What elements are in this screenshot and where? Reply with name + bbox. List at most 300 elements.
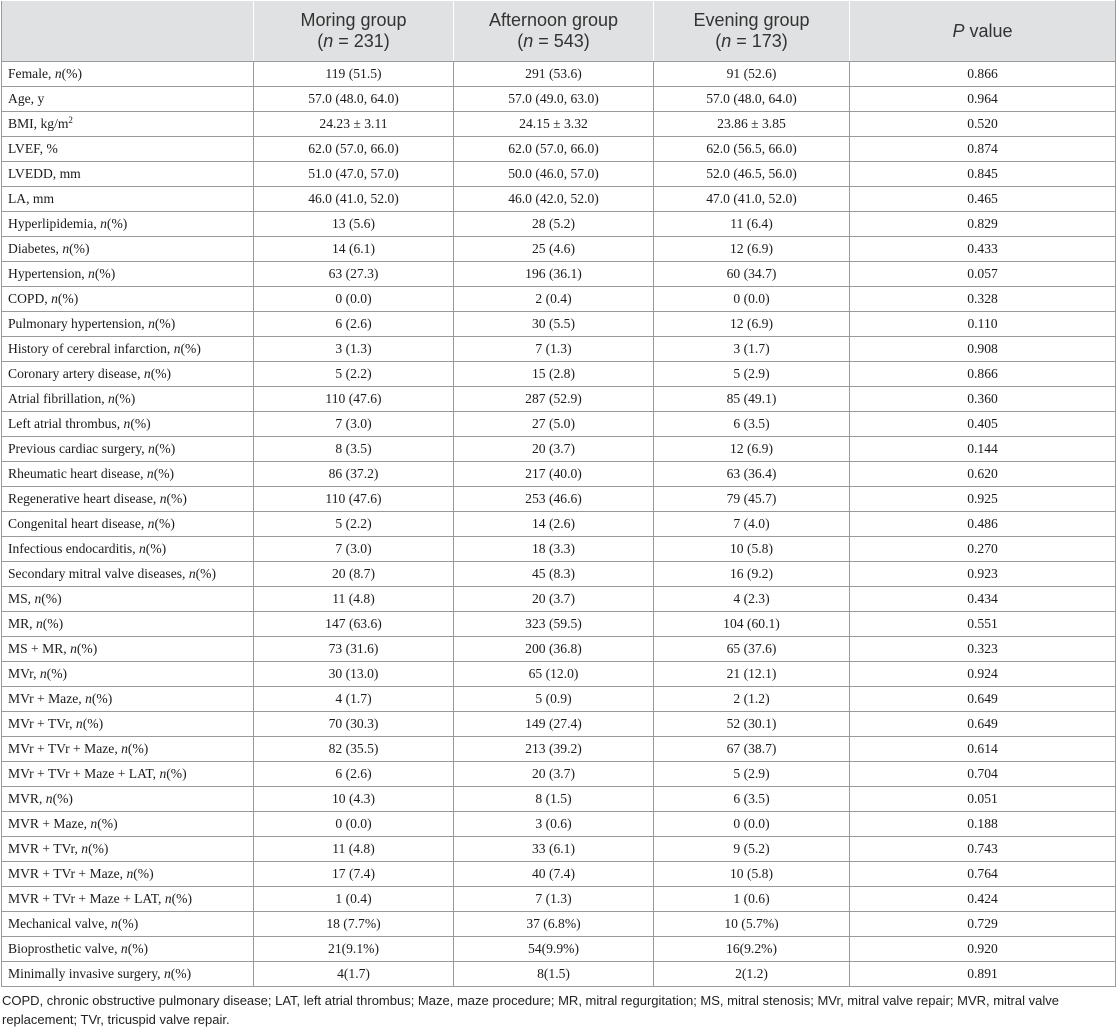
row-unit-rest: (%) [154,316,176,331]
row-label-text: MVR + TVr + Maze, [8,866,127,881]
row-label-text: Diabetes, [8,241,63,256]
cell-morning: 1 (0.4) [254,887,454,912]
row-label-text: Mechanical valve, [8,916,112,931]
table-row [2,387,1116,412]
row-label-text: Previous cardiac surgery, [8,441,149,456]
row-label [2,862,254,887]
row-label-text: Female, [8,66,55,81]
header-afternoon-n: (n = 543) [517,31,590,51]
cell-p-value: 0.764 [850,862,1116,887]
row-unit-rest: (%) [153,466,175,481]
cell-afternoon: 7 (1.3) [454,337,654,362]
row-label [2,287,254,312]
cell-evening: 2 (1.2) [654,687,850,712]
table-body [2,62,1116,987]
row-unit-italic: n [62,241,70,256]
cell-morning: 14 (6.1) [254,237,454,262]
row-label-text: MVR, [8,791,46,806]
row-unit-rest: (%) [195,566,217,581]
cell-afternoon: 287 (52.9) [454,387,654,412]
cell-morning: 70 (30.3) [254,712,454,737]
cell-evening: 11 (6.4) [654,212,850,237]
cell-afternoon: 40 (7.4) [454,862,654,887]
table-row [2,487,1116,512]
cell-afternoon: 323 (59.5) [454,612,654,637]
cell-evening: 9 (5.2) [654,837,850,862]
cell-afternoon: 27 (5.0) [454,412,654,437]
cell-afternoon: 54(9.9%) [454,937,654,962]
cell-evening: 16 (9.2) [654,562,850,587]
row-unit-rest: (%) [170,966,192,981]
cell-evening: 67 (38.7) [654,737,850,762]
cell-morning: 62.0 (57.0, 66.0) [254,137,454,162]
row-unit-rest: (%) [97,816,118,831]
row-label [2,787,254,812]
table-row [2,537,1116,562]
cell-afternoon: 65 (12.0) [454,662,654,687]
row-label-text: Hyperlipidemia, [8,216,101,231]
row-unit-italic: n [39,666,47,681]
cell-p-value: 0.845 [850,162,1116,187]
cell-evening: 47.0 (41.0, 52.0) [654,187,850,212]
row-unit-italic: n [81,841,89,856]
row-unit-italic: n [173,341,181,356]
row-unit-italic: n [85,691,92,706]
row-label [2,562,254,587]
row-label [2,712,254,737]
cell-afternoon: 213 (39.2) [454,737,654,762]
header-morning-title: Moring group [300,10,407,30]
row-unit-italic: n [75,716,83,731]
row-label [2,637,254,662]
cell-afternoon: 20 (3.7) [454,587,654,612]
cell-evening: 57.0 (48.0, 64.0) [654,87,850,112]
cell-p-value: 0.614 [850,737,1116,762]
row-label-text: Pulmonary hypertension, [8,316,149,331]
row-label [2,337,254,362]
cell-afternoon: 149 (27.4) [454,712,654,737]
cell-p-value: 0.866 [850,362,1116,387]
cell-morning: 147 (63.6) [254,612,454,637]
cell-afternoon: 3 (0.6) [454,812,654,837]
row-unit-rest: (%) [127,941,149,956]
cell-evening: 2(1.2) [654,962,850,987]
cell-morning: 46.0 (41.0, 52.0) [254,187,454,212]
cell-afternoon: 200 (36.8) [454,637,654,662]
row-label-text: Secondary mitral valve diseases, [8,566,189,581]
row-unit-italic: n [120,941,128,956]
row-unit-rest: (%) [42,616,64,631]
header-p-value [850,1,1116,62]
row-unit-italic: n [164,891,172,906]
row-label [2,262,254,287]
header-afternoon-title: Afternoon group [488,10,619,30]
cell-morning: 0 (0.0) [254,287,454,312]
row-label [2,662,254,687]
cell-p-value: 0.620 [850,462,1116,487]
cell-evening: 10 (5.7%) [654,912,850,937]
cell-morning: 82 (35.5) [254,737,454,762]
cell-evening: 4 (2.3) [654,587,850,612]
row-unit-rest: (%) [46,666,68,681]
header-p-letter: P [952,20,965,41]
cell-evening: 79 (45.7) [654,487,850,512]
table-row [2,587,1116,612]
row-label [2,912,254,937]
table-row [2,887,1116,912]
cell-afternoon: 217 (40.0) [454,462,654,487]
cell-p-value: 0.924 [850,662,1116,687]
cell-morning: 18 (7.7%) [254,912,454,937]
cell-p-value: 0.649 [850,687,1116,712]
cell-morning: 3 (1.3) [254,337,454,362]
row-label [2,737,254,762]
cell-p-value: 0.704 [850,762,1116,787]
row-label [2,312,254,337]
cell-afternoon: 20 (3.7) [454,437,654,462]
cell-afternoon: 196 (36.1) [454,262,654,287]
table-row [2,162,1116,187]
row-unit-rest: (%) [52,791,73,806]
row-label-text: Rheumatic heart disease, [8,466,147,481]
cell-evening: 91 (52.6) [654,62,850,87]
cell-afternoon: 7 (1.3) [454,887,654,912]
row-unit-rest: (%) [106,216,128,231]
row-label-text: Congenital heart disease, [8,516,148,531]
cell-p-value: 0.925 [850,487,1116,512]
row-label [2,937,254,962]
row-label-text: MVR + TVr + Maze + LAT, [8,891,165,906]
cell-p-value: 0.144 [850,437,1116,462]
row-label-text: MVR + TVr, [8,841,82,856]
row-unit-italic: n [148,441,155,456]
cell-p-value: 0.405 [850,412,1116,437]
cell-evening: 10 (5.8) [654,862,850,887]
cell-p-value: 0.520 [850,112,1116,137]
header-morning-group [254,1,454,62]
table-row [2,812,1116,837]
row-label-text: Bioprosthetic valve, [8,941,121,956]
cell-morning: 7 (3.0) [254,412,454,437]
cell-morning: 63 (27.3) [254,262,454,287]
table-row [2,187,1116,212]
table-row [2,937,1116,962]
row-label-text: MVr, [8,666,40,681]
row-label-superscript: 2 [68,115,73,125]
cell-evening: 85 (49.1) [654,387,850,412]
row-unit-italic: n [159,491,167,506]
row-label [2,412,254,437]
cell-p-value: 0.051 [850,787,1116,812]
row-unit-rest: (%) [166,766,187,781]
row-unit-rest: (%) [76,641,98,656]
cell-morning: 4 (1.7) [254,687,454,712]
row-label-text: MVr + TVr + Maze + LAT, [8,766,160,781]
cell-morning: 24.23 ± 3.11 [254,112,454,137]
table-row [2,912,1116,937]
cell-p-value: 0.649 [850,712,1116,737]
row-label-text: COPD, [8,291,52,306]
cell-morning: 0 (0.0) [254,812,454,837]
row-label [2,887,254,912]
table-row [2,837,1116,862]
row-label [2,512,254,537]
row-label [2,587,254,612]
cell-afternoon: 18 (3.3) [454,537,654,562]
table-row [2,787,1116,812]
row-label [2,237,254,262]
cell-morning: 21(9.1%) [254,937,454,962]
table-row [2,287,1116,312]
row-label-text: Left atrial thrombus, [8,416,124,431]
cell-p-value: 0.486 [850,512,1116,537]
table-row [2,662,1116,687]
cell-evening: 21 (12.1) [654,662,850,687]
header-empty-cell [2,1,254,62]
row-label [2,137,254,162]
table-footnote: COPD, chronic obstructive pulmonary disease; LAT, left atrial thrombus; Maze, maze procedure; MR, mitral regurgitation; MS, mitral stenosis; MVr, mitral valve repair; MVR, mitral valve replacement; TVr, tricuspid valve repair. [2,993,1059,1027]
row-label-text: LVEF, % [8,141,58,156]
cell-p-value: 0.729 [850,912,1116,937]
cell-evening: 62.0 (56.5, 66.0) [654,137,850,162]
row-label [2,87,254,112]
row-unit-italic: n [35,616,43,631]
cell-p-value: 0.328 [850,287,1116,312]
table-row [2,237,1116,262]
cell-afternoon: 15 (2.8) [454,362,654,387]
table-row [2,437,1116,462]
cell-p-value: 0.270 [850,537,1116,562]
row-unit-italic: n [139,541,146,556]
row-unit-italic: n [159,766,167,781]
cell-afternoon: 28 (5.2) [454,212,654,237]
cell-afternoon: 57.0 (49.0, 63.0) [454,87,654,112]
cell-p-value: 0.551 [850,612,1116,637]
row-label-text: Regenerative heart disease, [8,491,160,506]
table-row [2,462,1116,487]
row-unit-italic: n [121,741,128,756]
row-unit-rest: (%) [61,66,82,81]
cell-morning: 73 (31.6) [254,637,454,662]
cell-afternoon: 45 (8.3) [454,562,654,587]
cell-evening: 12 (6.9) [654,437,850,462]
row-label-text: Atrial fibrillation, [8,391,109,406]
cell-evening: 1 (0.6) [654,887,850,912]
row-unit-rest: (%) [114,391,136,406]
cell-evening: 60 (34.7) [654,262,850,287]
cell-evening: 7 (4.0) [654,512,850,537]
header-morning-n: (n = 231) [317,31,390,51]
cell-afternoon: 5 (0.9) [454,687,654,712]
row-label [2,812,254,837]
cell-p-value: 0.743 [850,837,1116,862]
row-unit-rest: (%) [180,341,201,356]
row-unit-italic: n [108,391,115,406]
row-label [2,612,254,637]
row-label [2,962,254,987]
row-label-text: History of cerebral infarction, [8,341,174,356]
table-row [2,712,1116,737]
row-label-text: LA, mm [8,191,55,206]
row-unit-italic: n [90,816,98,831]
row-label [2,687,254,712]
cell-evening: 6 (3.5) [654,787,850,812]
cell-evening: 5 (2.9) [654,362,850,387]
cell-afternoon: 62.0 (57.0, 66.0) [454,137,654,162]
cell-morning: 20 (8.7) [254,562,454,587]
cell-evening: 12 (6.9) [654,237,850,262]
row-label [2,487,254,512]
row-label-text: MVr + TVr, [8,716,76,731]
cell-p-value: 0.920 [850,937,1116,962]
table-row [2,862,1116,887]
cell-morning: 6 (2.6) [254,762,454,787]
cell-morning: 6 (2.6) [254,312,454,337]
cell-morning: 110 (47.6) [254,387,454,412]
cell-morning: 5 (2.2) [254,362,454,387]
table-header-row [2,1,1116,62]
row-unit-rest: (%) [91,691,113,706]
cell-evening: 52 (30.1) [654,712,850,737]
cell-afternoon: 2 (0.4) [454,287,654,312]
cell-p-value: 0.923 [850,562,1116,587]
row-unit-rest: (%) [150,366,172,381]
row-unit-italic: n [146,466,154,481]
row-unit-italic: n [54,66,62,81]
row-label [2,837,254,862]
table-row [2,337,1116,362]
cell-afternoon: 253 (46.6) [454,487,654,512]
cell-p-value: 0.964 [850,87,1116,112]
header-evening-group [654,1,850,62]
table-row [2,362,1116,387]
row-label [2,387,254,412]
cell-morning: 5 (2.2) [254,512,454,537]
cell-afternoon: 24.15 ± 3.32 [454,112,654,137]
table-row [2,87,1116,112]
row-label-text: Minimally invasive surgery, [8,966,164,981]
cell-afternoon: 20 (3.7) [454,762,654,787]
table-row [2,512,1116,537]
cell-morning: 51.0 (47.0, 57.0) [254,162,454,187]
cell-evening: 0 (0.0) [654,287,850,312]
row-unit-italic: n [143,366,151,381]
cell-morning: 8 (3.5) [254,437,454,462]
row-label [2,537,254,562]
row-label-text: Coronary artery disease, [8,366,144,381]
cell-afternoon: 50.0 (46.0, 57.0) [454,162,654,187]
cell-evening: 6 (3.5) [654,412,850,437]
row-unit-italic: n [163,966,171,981]
row-label [2,462,254,487]
cell-morning: 7 (3.0) [254,537,454,562]
row-unit-rest: (%) [145,541,167,556]
table-row [2,262,1116,287]
row-label [2,112,254,137]
table-row [2,62,1116,87]
row-unit-rest: (%) [154,441,176,456]
cell-evening: 5 (2.9) [654,762,850,787]
row-unit-rest: (%) [69,241,90,256]
row-unit-rest: (%) [117,916,139,931]
row-unit-rest: (%) [171,891,193,906]
table-row [2,737,1116,762]
table-row [2,562,1116,587]
cell-afternoon: 291 (53.6) [454,62,654,87]
row-unit-italic: n [188,566,196,581]
row-unit-rest: (%) [154,516,175,531]
row-unit-rest: (%) [82,716,104,731]
row-label-text: Age, y [8,91,45,106]
row-label-text: Hypertension, [8,266,89,281]
cell-p-value: 0.323 [850,637,1116,662]
cell-p-value: 0.188 [850,812,1116,837]
row-label-text: MVr + Maze, [8,691,86,706]
row-label-text: Infectious endocarditis, [8,541,139,556]
row-label [2,212,254,237]
row-label-text: MR, [8,616,36,631]
table-row [2,637,1116,662]
header-p-rest: value [964,20,1013,41]
cell-p-value: 0.424 [850,887,1116,912]
table-row [2,687,1116,712]
cell-p-value: 0.110 [850,312,1116,337]
cell-morning: 119 (51.5) [254,62,454,87]
cell-evening: 52.0 (46.5, 56.0) [654,162,850,187]
row-unit-rest: (%) [133,866,154,881]
row-label-text: BMI, kg/m [8,116,69,131]
row-unit-italic: n [70,641,77,656]
row-unit-rest: (%) [127,741,149,756]
row-unit-italic: n [111,916,118,931]
row-unit-rest: (%) [41,591,62,606]
row-unit-italic: n [34,591,42,606]
row-unit-italic: n [147,516,155,531]
cell-morning: 110 (47.6) [254,487,454,512]
row-unit-italic: n [123,416,131,431]
row-unit-rest: (%) [88,841,109,856]
row-label [2,187,254,212]
cell-p-value: 0.866 [850,62,1116,87]
cell-p-value: 0.433 [850,237,1116,262]
cell-evening: 3 (1.7) [654,337,850,362]
cell-afternoon: 14 (2.6) [454,512,654,537]
row-unit-rest: (%) [94,266,116,281]
cell-morning: 17 (7.4) [254,862,454,887]
row-label [2,62,254,87]
header-evening-n: (n = 173) [715,31,788,51]
cell-afternoon: 37 (6.8%) [454,912,654,937]
table-row [2,312,1116,337]
row-unit-italic: n [51,291,58,306]
cell-morning: 13 (5.6) [254,212,454,237]
row-label [2,162,254,187]
row-label-text: MS + MR, [8,641,71,656]
row-label [2,362,254,387]
cell-p-value: 0.891 [850,962,1116,987]
row-unit-rest: (%) [166,491,187,506]
cell-afternoon: 33 (6.1) [454,837,654,862]
cell-afternoon: 30 (5.5) [454,312,654,337]
cell-p-value: 0.829 [850,212,1116,237]
cell-evening: 104 (60.1) [654,612,850,637]
table-row [2,412,1116,437]
cell-morning: 11 (4.8) [254,837,454,862]
table-row [2,137,1116,162]
row-label-text: MVR + Maze, [8,816,91,831]
row-label-text: MVr + TVr + Maze, [8,741,122,756]
row-unit-rest: (%) [130,416,151,431]
